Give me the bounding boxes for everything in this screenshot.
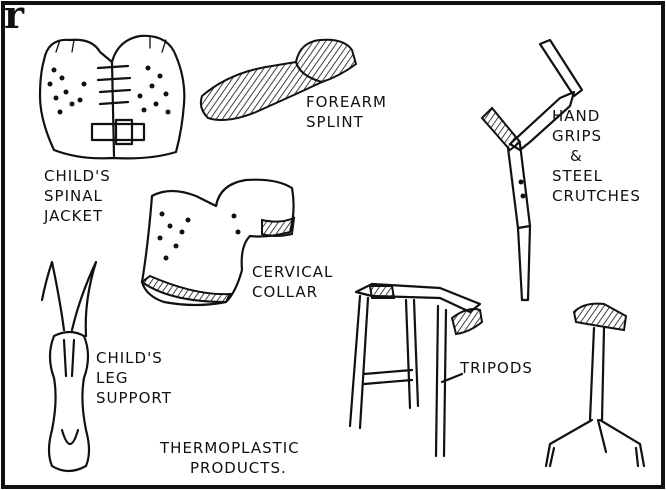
small-tripod-drawing: [546, 304, 644, 466]
crutches-label-line: STEEL: [552, 167, 603, 185]
spinal-jacket-label-line: CHILD'S: [44, 167, 111, 185]
cervical-collar-label-line: COLLAR: [252, 283, 319, 301]
leg-support-label-line: CHILD'S: [96, 349, 163, 367]
crutches-label-line: &: [570, 147, 583, 165]
spinal-jacket-label-line: JACKET: [44, 207, 104, 225]
crutches-label-line: GRIPS: [552, 127, 603, 145]
forearm-splint-label: [306, 92, 387, 132]
caption-label-line: PRODUCTS.: [190, 459, 287, 477]
leg-support-label-line: SUPPORT: [96, 389, 172, 407]
tripods-label: [460, 358, 533, 378]
crutches-label-line: HAND: [552, 107, 601, 125]
forearm-splint-label-line: SPLINT: [306, 113, 364, 131]
spinal-jacket-label-line: SPINAL: [44, 187, 103, 205]
corner-marker: r: [4, 0, 25, 37]
caption-label-line: THERMOPLASTIC: [160, 439, 300, 457]
caption-label: [160, 438, 300, 478]
leg-support-drawing: [42, 262, 96, 471]
spinal-jacket-label: [44, 166, 111, 226]
leg-support-label-line: LEG: [96, 369, 129, 387]
crutches-label: [552, 106, 641, 206]
tripods-label-line: TRIPODS: [460, 359, 533, 377]
leg-support-label: [96, 348, 172, 408]
forearm-splint-label-line: FOREARM: [306, 93, 387, 111]
spinal-jacket-drawing: [40, 36, 184, 159]
cervical-collar-label-line: CERVICAL: [252, 263, 334, 281]
crutches-label-line: CRUTCHES: [552, 187, 641, 205]
cervical-collar-label: [252, 262, 333, 302]
